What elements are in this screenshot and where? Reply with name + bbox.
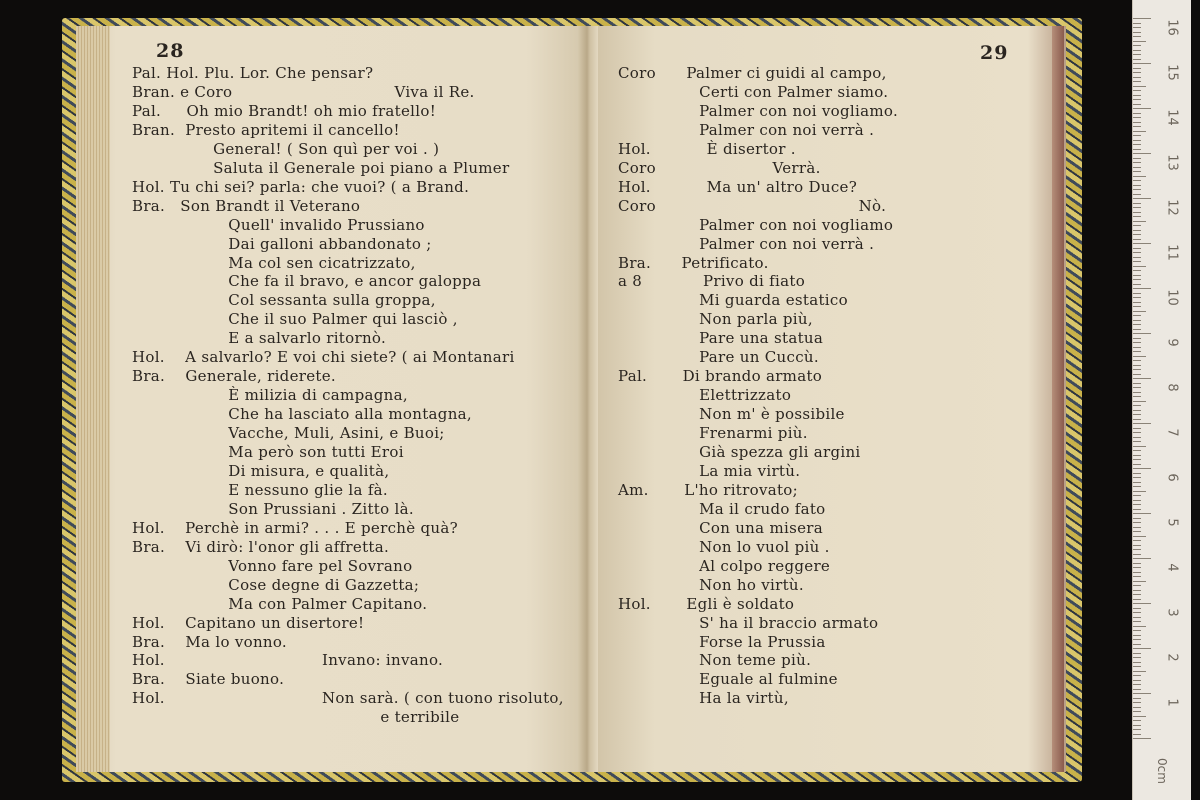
ruler-unit-label: 0cm xyxy=(1155,758,1169,784)
ruler-tick xyxy=(1133,585,1141,586)
ruler-tick xyxy=(1133,567,1141,568)
ruler-tick xyxy=(1133,230,1141,231)
book-gutter xyxy=(578,26,598,772)
text-line: Coro Verrà. xyxy=(618,158,821,177)
ruler-tick xyxy=(1133,95,1141,96)
ruler-tick xyxy=(1133,333,1151,334)
ruler-tick xyxy=(1133,635,1141,636)
ruler-tick xyxy=(1133,99,1141,100)
ruler-tick xyxy=(1133,648,1151,649)
ruler-number: 15 xyxy=(1164,64,1180,81)
ruler-tick xyxy=(1133,23,1141,24)
ruler-number: 1 xyxy=(1164,698,1180,707)
text-line: Son Prussiani . Zitto là. xyxy=(132,499,414,518)
text-line: Che il suo Palmer qui lasciò , xyxy=(132,310,458,329)
ruler-tick xyxy=(1133,437,1141,438)
text-line: Frenarmi più. xyxy=(618,424,808,443)
ruler-tick xyxy=(1133,630,1141,631)
text-line: E a salvarlo ritornò. xyxy=(132,329,387,348)
ruler-tick xyxy=(1133,248,1141,249)
ruler-tick xyxy=(1133,644,1141,645)
ruler-number: 14 xyxy=(1164,109,1180,126)
ruler-tick xyxy=(1133,675,1141,676)
text-line: Coro Palmer ci guidi al campo, xyxy=(618,64,887,82)
ruler-tick xyxy=(1133,725,1141,726)
text-line: Certi con Palmer siamo. xyxy=(618,82,889,101)
ruler-tick xyxy=(1133,599,1141,600)
ruler-tick xyxy=(1133,302,1141,303)
ruler-tick xyxy=(1133,536,1146,537)
ruler-tick xyxy=(1133,279,1141,280)
ruler-tick xyxy=(1133,464,1141,465)
ruler-number: 4 xyxy=(1164,563,1180,572)
ruler-tick xyxy=(1133,153,1151,154)
ruler-tick xyxy=(1133,77,1141,78)
ruler-tick xyxy=(1133,419,1141,420)
text-line: a 8 Privo di fiato xyxy=(618,272,806,291)
ruler-tick xyxy=(1133,563,1141,564)
ruler-tick xyxy=(1133,662,1141,663)
ruler-tick xyxy=(1133,207,1141,208)
ruler-tick xyxy=(1133,126,1141,127)
ruler-tick xyxy=(1133,711,1141,712)
left-page-number: 28 xyxy=(156,40,185,62)
text-line: Eguale al fulmine xyxy=(618,670,838,689)
ruler-tick xyxy=(1133,738,1151,739)
ruler-tick xyxy=(1133,36,1141,37)
ruler-tick xyxy=(1133,639,1141,640)
ruler-tick xyxy=(1133,527,1141,528)
ruler-tick xyxy=(1133,716,1146,717)
ruler-tick xyxy=(1133,162,1141,163)
text-line: Già spezza gli argini xyxy=(618,443,861,461)
ruler-tick xyxy=(1133,482,1141,483)
ruler-tick xyxy=(1133,518,1141,519)
ruler-number: 11 xyxy=(1164,244,1180,261)
ruler-number: 16 xyxy=(1164,19,1180,36)
ruler-tick xyxy=(1133,144,1141,145)
text-line: Quell' invalido Prussiano xyxy=(132,215,425,234)
ruler-tick xyxy=(1133,428,1141,429)
ruler-tick xyxy=(1133,261,1141,262)
text-line: Pare una statua xyxy=(618,329,824,348)
ruler-tick xyxy=(1133,693,1151,694)
text-line: Coro Nò. xyxy=(618,196,887,215)
text-line: Palmer con noi verrà . xyxy=(618,120,875,139)
text-line: Ma il crudo fato xyxy=(618,499,826,518)
ruler-tick xyxy=(1133,68,1141,69)
text-line: Palmer con noi vogliamo xyxy=(618,215,894,234)
ruler-number: 7 xyxy=(1164,428,1180,437)
ruler-tick xyxy=(1133,423,1151,424)
ruler-tick xyxy=(1133,558,1151,559)
ruler-tick xyxy=(1133,594,1141,595)
ruler-tick xyxy=(1133,500,1141,501)
ruler-tick xyxy=(1133,18,1151,19)
ruler-tick xyxy=(1133,158,1141,159)
ruler-tick xyxy=(1133,140,1141,141)
text-line: e terribile xyxy=(132,708,460,727)
ruler-tick xyxy=(1133,45,1141,46)
ruler-tick xyxy=(1133,135,1141,136)
ruler-tick xyxy=(1133,504,1141,505)
ruler-tick xyxy=(1133,221,1146,222)
ruler-tick xyxy=(1133,270,1141,271)
ruler-tick xyxy=(1133,324,1141,325)
text-line: Palmer con noi verrà . xyxy=(618,234,875,253)
ruler-tick xyxy=(1133,545,1141,546)
ruler-tick xyxy=(1133,252,1141,253)
text-line: Bra. Vi dirò: l'onor gli affretta. xyxy=(132,537,390,556)
text-line: Hol. A salvarlo? E voi chi siete? ( ai Montanari xyxy=(132,348,515,367)
text-line: Bra. Petrificato. xyxy=(618,253,769,272)
ruler-tick xyxy=(1133,297,1141,298)
ruler-tick xyxy=(1133,32,1141,33)
ruler-tick xyxy=(1133,216,1141,217)
ruler-tick xyxy=(1133,104,1141,105)
ruler-tick xyxy=(1133,311,1146,312)
text-line: Hol. Egli è soldato xyxy=(618,594,795,613)
text-line: Bra. Ma lo vonno. xyxy=(132,632,288,651)
ruler-tick xyxy=(1133,225,1141,226)
text-line: Bran. Presto apritemi il cancello! xyxy=(132,120,400,139)
page-edge-red xyxy=(1052,26,1064,772)
text-line: Forse la Prussia xyxy=(618,632,826,651)
text-line: Am. L'ho ritrovato; xyxy=(618,480,798,499)
ruler-tick xyxy=(1133,491,1146,492)
ruler-tick xyxy=(1133,171,1141,172)
ruler-tick xyxy=(1133,522,1141,523)
text-line: Non m' è possibile xyxy=(618,405,845,424)
ruler-number: 10 xyxy=(1164,289,1180,306)
ruler-tick xyxy=(1133,450,1141,451)
ruler-tick xyxy=(1133,351,1141,352)
ruler-tick xyxy=(1133,680,1141,681)
ruler-tick xyxy=(1133,117,1141,118)
ruler-tick xyxy=(1133,626,1146,627)
text-line: Pal. Di brando armato xyxy=(618,367,823,386)
text-line: Pal. Oh mio Brandt! oh mio fratello! xyxy=(132,101,437,120)
ruler-tick xyxy=(1133,243,1151,244)
text-line: Pal. Hol. Plu. Lor. Che pensar? xyxy=(132,64,374,82)
ruler-tick xyxy=(1133,477,1141,478)
ruler-tick xyxy=(1133,486,1141,487)
ruler-tick xyxy=(1133,365,1141,366)
ruler-tick xyxy=(1133,432,1141,433)
text-line: Non teme più. xyxy=(618,651,812,670)
text-line: Al colpo reggere xyxy=(618,556,831,575)
text-line: E nessuno glie la fà. xyxy=(132,480,388,499)
ruler-tick xyxy=(1133,608,1141,609)
ruler-tick xyxy=(1133,167,1141,168)
text-line: Dai galloni abbandonato ; xyxy=(132,234,432,253)
ruler-number: 6 xyxy=(1164,473,1180,482)
text-line: Bran. e Coro Viva il Re. xyxy=(132,82,475,101)
ruler-tick xyxy=(1133,63,1151,64)
text-line: Con una misera xyxy=(618,518,823,537)
text-line: Hol. Tu chi sei? parla: che vuoi? ( a Brand. xyxy=(132,177,470,196)
ruler-tick xyxy=(1133,194,1141,195)
ruler-tick xyxy=(1133,59,1141,60)
text-line: Vonno fare pel Sovrano xyxy=(132,556,413,575)
ruler-tick xyxy=(1133,617,1141,618)
ruler-tick xyxy=(1133,509,1141,510)
ruler-tick xyxy=(1133,572,1141,573)
ruler-tick xyxy=(1133,180,1141,181)
text-line: Pare un Cuccù. xyxy=(618,348,819,367)
text-line: S' ha il braccio armato xyxy=(618,613,879,632)
ruler-tick xyxy=(1133,576,1141,577)
text-line: Ma però son tutti Eroi xyxy=(132,443,404,461)
ruler-tick xyxy=(1133,612,1141,613)
ruler-tick xyxy=(1133,329,1141,330)
ruler-tick xyxy=(1133,234,1141,235)
text-line: Non lo vuol più . xyxy=(618,537,830,556)
text-line: Cose degne di Gazzetta; xyxy=(132,575,420,594)
text-line: Ma con Palmer Capitano. xyxy=(132,594,428,613)
ruler-tick xyxy=(1133,306,1141,307)
ruler-tick xyxy=(1133,293,1141,294)
ruler-tick xyxy=(1133,72,1141,73)
ruler-tick xyxy=(1133,554,1141,555)
ruler-tick xyxy=(1133,54,1141,55)
text-line: È milizia di campagna, xyxy=(132,386,408,405)
ruler-number: 13 xyxy=(1164,154,1180,171)
ruler-tick xyxy=(1133,90,1141,91)
ruler-tick xyxy=(1133,383,1141,384)
ruler-tick xyxy=(1133,473,1141,474)
ruler-number: 8 xyxy=(1164,383,1180,392)
ruler-tick xyxy=(1133,720,1141,721)
text-line: Ha la virtù, xyxy=(618,689,789,708)
ruler-tick xyxy=(1133,441,1141,442)
ruler-number: 3 xyxy=(1164,608,1180,617)
text-line: Che ha lasciato alla montagna, xyxy=(132,405,472,424)
ruler-tick xyxy=(1133,356,1146,357)
text-line: La mia virtù. xyxy=(618,461,801,480)
ruler-tick xyxy=(1133,671,1146,672)
ruler-tick xyxy=(1133,689,1141,690)
right-page-number: 29 xyxy=(980,42,1009,64)
ruler-tick xyxy=(1133,284,1141,285)
measuring-ruler xyxy=(1132,0,1191,800)
ruler-tick xyxy=(1133,684,1141,685)
ruler-tick xyxy=(1133,653,1141,654)
ruler-tick xyxy=(1133,315,1141,316)
ruler-tick xyxy=(1133,621,1141,622)
ruler-tick xyxy=(1133,360,1141,361)
ruler-tick xyxy=(1133,666,1141,667)
ruler-tick xyxy=(1133,531,1141,532)
ruler-tick xyxy=(1133,27,1141,28)
ruler-tick xyxy=(1133,275,1141,276)
ruler-tick xyxy=(1133,707,1141,708)
ruler-tick xyxy=(1133,446,1146,447)
text-line: Hol. Capitano un disertore! xyxy=(132,613,365,632)
text-line: Elettrizzato xyxy=(618,386,792,405)
text-line: Hol. Invano: invano. xyxy=(132,651,444,670)
text-line: Hol. È disertor . xyxy=(618,139,796,158)
text-line: Mi guarda estatico xyxy=(618,291,848,310)
text-line: Di misura, e qualità, xyxy=(132,461,390,480)
ruler-number: 9 xyxy=(1164,338,1180,347)
ruler-tick xyxy=(1133,387,1141,388)
text-line: Non ho virtù. xyxy=(618,575,804,594)
ruler-tick xyxy=(1133,392,1141,393)
ruler-tick xyxy=(1133,396,1141,397)
ruler-tick xyxy=(1133,549,1141,550)
ruler-tick xyxy=(1133,189,1141,190)
ruler-tick xyxy=(1133,405,1141,406)
ruler-tick xyxy=(1133,176,1146,177)
ruler-tick xyxy=(1133,185,1141,186)
ruler-tick xyxy=(1133,108,1151,109)
ruler-tick xyxy=(1133,702,1141,703)
ruler-tick xyxy=(1133,410,1141,411)
ruler-tick xyxy=(1133,41,1146,42)
ruler-number: 5 xyxy=(1164,518,1180,527)
text-line: General! ( Son quì per voi . ) xyxy=(132,139,440,158)
ruler-tick xyxy=(1133,342,1141,343)
ruler-tick xyxy=(1133,257,1141,258)
ruler-tick xyxy=(1133,86,1146,87)
ruler-tick xyxy=(1133,495,1141,496)
ruler-tick xyxy=(1133,468,1151,469)
ruler-tick xyxy=(1133,50,1141,51)
text-line: Col sessanta sulla groppa, xyxy=(132,291,436,310)
text-line: Hol. Non sarà. ( con tuono risoluto, xyxy=(132,689,564,708)
ruler-tick xyxy=(1133,374,1141,375)
ruler-tick xyxy=(1133,590,1141,591)
ruler-tick xyxy=(1133,603,1151,604)
ruler-tick xyxy=(1133,320,1141,321)
ruler-tick xyxy=(1133,513,1151,514)
text-line: Bra. Generale, riderete. xyxy=(132,367,336,386)
ruler-tick xyxy=(1133,113,1141,114)
ruler-tick xyxy=(1133,369,1141,370)
text-line: Hol. Perchè in armi? . . . E perchè quà? xyxy=(132,518,458,537)
ruler-tick xyxy=(1133,729,1141,730)
ruler-tick xyxy=(1133,698,1141,699)
ruler-tick xyxy=(1133,581,1146,582)
ruler-tick xyxy=(1133,378,1151,379)
text-line: Saluta il Generale poi piano a Plumer xyxy=(132,158,510,177)
ruler-tick xyxy=(1133,239,1141,240)
ruler-tick xyxy=(1133,657,1141,658)
text-line: Bra. Son Brandt il Veterano xyxy=(132,196,361,215)
ruler-tick xyxy=(1133,734,1141,735)
ruler-tick xyxy=(1133,540,1141,541)
ruler-number: 12 xyxy=(1164,199,1180,216)
ruler-tick xyxy=(1133,131,1146,132)
ruler-tick xyxy=(1133,122,1141,123)
ruler-tick xyxy=(1133,266,1146,267)
page-edges xyxy=(76,26,110,772)
text-line: Ma col sen cicatrizzato, xyxy=(132,253,416,272)
ruler-tick xyxy=(1133,81,1141,82)
ruler-tick xyxy=(1133,288,1151,289)
ruler-tick xyxy=(1133,459,1141,460)
ruler-number: 2 xyxy=(1164,653,1180,662)
ruler-tick xyxy=(1133,455,1141,456)
ruler-tick xyxy=(1133,203,1141,204)
ruler-tick xyxy=(1133,347,1141,348)
ruler-tick xyxy=(1133,414,1141,415)
text-line: Che fa il bravo, e ancor galoppa xyxy=(132,272,482,291)
ruler-tick xyxy=(1133,198,1151,199)
text-line: Palmer con noi vogliamo. xyxy=(618,101,899,120)
ruler-tick xyxy=(1133,401,1146,402)
ruler-tick xyxy=(1133,212,1141,213)
text-line: Non parla più, xyxy=(618,310,813,329)
text-line: Vacche, Muli, Asini, e Buoi; xyxy=(132,424,445,443)
ruler-tick xyxy=(1133,338,1141,339)
text-line: Hol. Ma un' altro Duce? xyxy=(618,177,858,196)
ruler-tick xyxy=(1133,149,1141,150)
text-line: Bra. Siate buono. xyxy=(132,670,285,689)
